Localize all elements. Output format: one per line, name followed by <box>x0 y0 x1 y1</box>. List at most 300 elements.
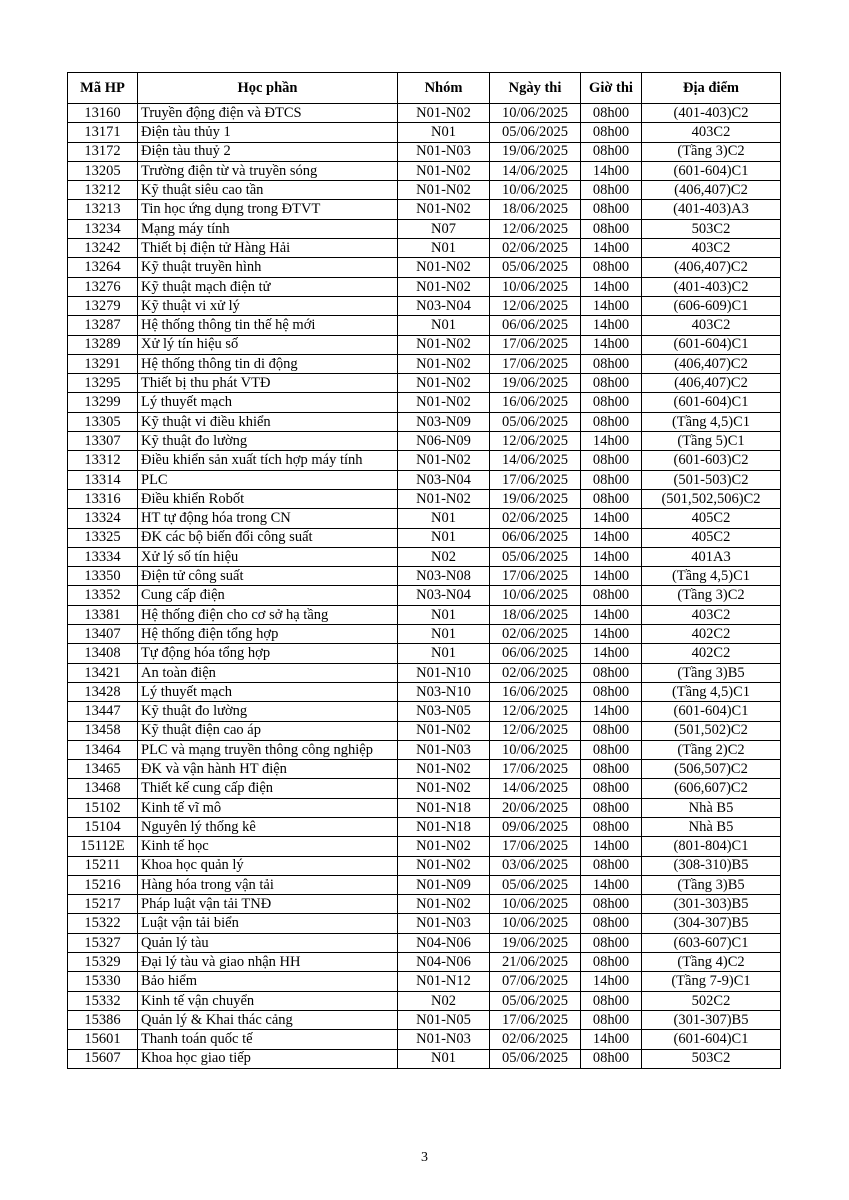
table-row <box>68 393 781 412</box>
cell-course-code: 15102 <box>68 798 138 817</box>
cell-course-code: 15386 <box>68 1010 138 1029</box>
table-row <box>68 779 781 798</box>
cell-group: N04-N06 <box>398 933 490 952</box>
cell-exam-date: 20/06/2025 <box>490 798 581 817</box>
cell-group: N01 <box>398 123 490 142</box>
cell-course-code: 13350 <box>68 567 138 586</box>
cell-group: N06-N09 <box>398 432 490 451</box>
table-row <box>68 567 781 586</box>
cell-course-name: Hệ thống điện tổng hợp <box>138 625 398 644</box>
cell-exam-date: 14/06/2025 <box>490 779 581 798</box>
cell-exam-time: 08h00 <box>581 933 642 952</box>
table-row <box>68 702 781 721</box>
cell-exam-time: 14h00 <box>581 432 642 451</box>
cell-exam-time: 14h00 <box>581 296 642 315</box>
header-course-code: Mã HP <box>68 73 138 104</box>
cell-exam-time: 14h00 <box>581 316 642 335</box>
cell-location: Nhà B5 <box>642 817 781 836</box>
cell-course-code: 13314 <box>68 470 138 489</box>
cell-course-name: Điện tử công suất <box>138 567 398 586</box>
cell-exam-time: 08h00 <box>581 489 642 508</box>
table-row <box>68 605 781 624</box>
cell-location: (501,502)C2 <box>642 721 781 740</box>
page-number: 3 <box>421 1150 428 1165</box>
cell-location: (606-609)C1 <box>642 296 781 315</box>
cell-exam-date: 17/06/2025 <box>490 335 581 354</box>
cell-location: (Tầng 4)C2 <box>642 953 781 972</box>
cell-exam-time: 14h00 <box>581 335 642 354</box>
cell-course-code: 13160 <box>68 104 138 123</box>
cell-exam-time: 08h00 <box>581 412 642 431</box>
cell-exam-time: 14h00 <box>581 875 642 894</box>
cell-course-code: 13242 <box>68 239 138 258</box>
cell-course-name: Xử lý số tín hiệu <box>138 547 398 566</box>
table-row <box>68 123 781 142</box>
cell-course-name: Thanh toán quốc tế <box>138 1030 398 1049</box>
cell-exam-time: 08h00 <box>581 374 642 393</box>
cell-exam-date: 05/06/2025 <box>490 547 581 566</box>
cell-exam-date: 17/06/2025 <box>490 567 581 586</box>
cell-location: (308-310)B5 <box>642 856 781 875</box>
cell-group: N01-N02 <box>398 104 490 123</box>
cell-location: (Tầng 3)B5 <box>642 663 781 682</box>
cell-course-code: 15217 <box>68 895 138 914</box>
cell-course-code: 15112E <box>68 837 138 856</box>
cell-course-code: 13307 <box>68 432 138 451</box>
cell-exam-date: 02/06/2025 <box>490 239 581 258</box>
table-row <box>68 470 781 489</box>
cell-exam-date: 02/06/2025 <box>490 625 581 644</box>
cell-course-code: 13299 <box>68 393 138 412</box>
table-row <box>68 625 781 644</box>
table-row <box>68 991 781 1010</box>
cell-exam-date: 10/06/2025 <box>490 895 581 914</box>
cell-group: N07 <box>398 219 490 238</box>
cell-group: N01-N02 <box>398 895 490 914</box>
cell-course-code: 13465 <box>68 760 138 779</box>
cell-course-name: Kỹ thuật vi xử lý <box>138 296 398 315</box>
cell-exam-time: 08h00 <box>581 470 642 489</box>
table-row <box>68 933 781 952</box>
cell-group: N03-N04 <box>398 296 490 315</box>
cell-course-code: 13464 <box>68 740 138 759</box>
cell-exam-date: 06/06/2025 <box>490 644 581 663</box>
cell-course-name: Khoa học quản lý <box>138 856 398 875</box>
cell-group: N01 <box>398 528 490 547</box>
cell-group: N01-N03 <box>398 740 490 759</box>
table-row <box>68 142 781 161</box>
cell-course-name: Đại lý tàu và giao nhận HH <box>138 953 398 972</box>
table-row <box>68 181 781 200</box>
table-row <box>68 316 781 335</box>
cell-exam-time: 08h00 <box>581 856 642 875</box>
cell-group: N01-N10 <box>398 663 490 682</box>
cell-location: 503C2 <box>642 1049 781 1068</box>
table-row <box>68 161 781 180</box>
cell-group: N03-N04 <box>398 586 490 605</box>
cell-location: (Tầng 3)C2 <box>642 142 781 161</box>
cell-course-code: 13324 <box>68 509 138 528</box>
cell-course-code: 13421 <box>68 663 138 682</box>
table-row <box>68 663 781 682</box>
cell-group: N02 <box>398 547 490 566</box>
cell-location: 405C2 <box>642 528 781 547</box>
cell-location: 403C2 <box>642 316 781 335</box>
cell-course-name: Trường điện từ và truyền sóng <box>138 161 398 180</box>
cell-group: N01-N03 <box>398 142 490 161</box>
cell-course-name: Bảo hiểm <box>138 972 398 991</box>
cell-exam-time: 14h00 <box>581 528 642 547</box>
cell-exam-date: 10/06/2025 <box>490 586 581 605</box>
cell-group: N01 <box>398 605 490 624</box>
cell-exam-date: 19/06/2025 <box>490 142 581 161</box>
cell-exam-date: 19/06/2025 <box>490 489 581 508</box>
cell-location: (Tầng 5)C1 <box>642 432 781 451</box>
cell-exam-date: 16/06/2025 <box>490 682 581 701</box>
cell-course-name: Lý thuyết mạch <box>138 682 398 701</box>
cell-course-code: 13305 <box>68 412 138 431</box>
cell-location: 403C2 <box>642 239 781 258</box>
cell-exam-date: 10/06/2025 <box>490 104 581 123</box>
cell-exam-date: 05/06/2025 <box>490 412 581 431</box>
cell-location: (501-503)C2 <box>642 470 781 489</box>
cell-exam-time: 14h00 <box>581 1030 642 1049</box>
cell-course-code: 13352 <box>68 586 138 605</box>
cell-exam-time: 08h00 <box>581 1010 642 1029</box>
cell-exam-time: 08h00 <box>581 663 642 682</box>
cell-location: 403C2 <box>642 605 781 624</box>
cell-exam-time: 08h00 <box>581 798 642 817</box>
cell-exam-time: 14h00 <box>581 547 642 566</box>
cell-exam-date: 14/06/2025 <box>490 451 581 470</box>
cell-course-code: 13381 <box>68 605 138 624</box>
cell-exam-time: 08h00 <box>581 991 642 1010</box>
table-row <box>68 798 781 817</box>
cell-exam-date: 17/06/2025 <box>490 837 581 856</box>
cell-group: N01-N02 <box>398 721 490 740</box>
cell-exam-time: 08h00 <box>581 682 642 701</box>
cell-course-name: An toàn điện <box>138 663 398 682</box>
table-row <box>68 219 781 238</box>
cell-location: (301-307)B5 <box>642 1010 781 1029</box>
cell-location: 402C2 <box>642 644 781 663</box>
cell-course-name: PLC và mạng truyền thông công nghiệp <box>138 740 398 759</box>
table-row <box>68 374 781 393</box>
cell-course-code: 13325 <box>68 528 138 547</box>
table-row <box>68 644 781 663</box>
cell-exam-time: 14h00 <box>581 161 642 180</box>
cell-exam-date: 10/06/2025 <box>490 181 581 200</box>
cell-course-code: 15211 <box>68 856 138 875</box>
table-row <box>68 1030 781 1049</box>
table-row <box>68 104 781 123</box>
cell-location: (601-604)C1 <box>642 335 781 354</box>
cell-exam-date: 14/06/2025 <box>490 161 581 180</box>
cell-course-code: 15322 <box>68 914 138 933</box>
cell-course-name: Tự động hóa tổng hợp <box>138 644 398 663</box>
table-row <box>68 412 781 431</box>
cell-group: N03-N10 <box>398 682 490 701</box>
cell-location: (406,407)C2 <box>642 374 781 393</box>
cell-course-name: Mạng máy tính <box>138 219 398 238</box>
cell-exam-date: 06/06/2025 <box>490 528 581 547</box>
cell-course-name: Điều khiển Robốt <box>138 489 398 508</box>
cell-course-name: Hệ thống điện cho cơ sở hạ tầng <box>138 605 398 624</box>
cell-course-code: 13171 <box>68 123 138 142</box>
cell-exam-date: 17/06/2025 <box>490 354 581 373</box>
header-course-name: Học phần <box>138 73 398 104</box>
cell-course-code: 13205 <box>68 161 138 180</box>
cell-course-name: Quản lý & Khai thác cảng <box>138 1010 398 1029</box>
cell-exam-time: 08h00 <box>581 258 642 277</box>
cell-group: N01-N02 <box>398 856 490 875</box>
cell-exam-time: 08h00 <box>581 953 642 972</box>
cell-exam-time: 14h00 <box>581 239 642 258</box>
cell-exam-date: 19/06/2025 <box>490 374 581 393</box>
cell-course-code: 13295 <box>68 374 138 393</box>
cell-location: (406,407)C2 <box>642 181 781 200</box>
cell-exam-date: 05/06/2025 <box>490 258 581 277</box>
cell-exam-time: 14h00 <box>581 509 642 528</box>
cell-group: N01 <box>398 644 490 663</box>
cell-exam-time: 08h00 <box>581 200 642 219</box>
cell-group: N01-N02 <box>398 200 490 219</box>
cell-course-code: 13468 <box>68 779 138 798</box>
cell-exam-date: 12/06/2025 <box>490 219 581 238</box>
cell-exam-time: 08h00 <box>581 817 642 836</box>
table-row <box>68 895 781 914</box>
table-row <box>68 451 781 470</box>
cell-exam-date: 12/06/2025 <box>490 296 581 315</box>
cell-group: N01-N03 <box>398 914 490 933</box>
cell-course-name: Kỹ thuật vi điều khiển <box>138 412 398 431</box>
cell-course-name: Nguyên lý thống kê <box>138 817 398 836</box>
cell-exam-time: 14h00 <box>581 972 642 991</box>
cell-group: N01-N02 <box>398 181 490 200</box>
table-row <box>68 682 781 701</box>
cell-exam-time: 08h00 <box>581 181 642 200</box>
cell-course-code: 13407 <box>68 625 138 644</box>
cell-exam-date: 19/06/2025 <box>490 933 581 952</box>
cell-exam-date: 16/06/2025 <box>490 393 581 412</box>
cell-exam-time: 08h00 <box>581 219 642 238</box>
cell-course-name: Kỹ thuật siêu cao tần <box>138 181 398 200</box>
cell-exam-time: 08h00 <box>581 721 642 740</box>
cell-exam-time: 14h00 <box>581 625 642 644</box>
cell-exam-date: 05/06/2025 <box>490 875 581 894</box>
table-row <box>68 239 781 258</box>
cell-course-code: 13458 <box>68 721 138 740</box>
table-row <box>68 354 781 373</box>
cell-course-name: Kinh tế vận chuyển <box>138 991 398 1010</box>
cell-course-code: 13264 <box>68 258 138 277</box>
cell-location: (601-604)C1 <box>642 702 781 721</box>
cell-exam-time: 08h00 <box>581 123 642 142</box>
cell-location: (Tầng 4,5)C1 <box>642 682 781 701</box>
cell-location: (601-604)C1 <box>642 393 781 412</box>
cell-exam-date: 09/06/2025 <box>490 817 581 836</box>
cell-exam-time: 08h00 <box>581 740 642 759</box>
cell-course-code: 13316 <box>68 489 138 508</box>
table-row <box>68 547 781 566</box>
cell-exam-date: 10/06/2025 <box>490 914 581 933</box>
cell-course-name: Kỹ thuật đo lường <box>138 702 398 721</box>
cell-group: N01 <box>398 625 490 644</box>
cell-exam-time: 08h00 <box>581 104 642 123</box>
cell-location: (Tầng 3)B5 <box>642 875 781 894</box>
table-row <box>68 586 781 605</box>
cell-location: (506,507)C2 <box>642 760 781 779</box>
cell-group: N01 <box>398 1049 490 1068</box>
cell-course-name: Kỹ thuật đo lường <box>138 432 398 451</box>
cell-course-name: HT tự động hóa trong CN <box>138 509 398 528</box>
table-header-row <box>68 73 781 104</box>
cell-exam-time: 08h00 <box>581 586 642 605</box>
cell-exam-date: 18/06/2025 <box>490 200 581 219</box>
cell-group: N02 <box>398 991 490 1010</box>
cell-location: 503C2 <box>642 219 781 238</box>
cell-course-code: 15607 <box>68 1049 138 1068</box>
cell-group: N01-N02 <box>398 161 490 180</box>
table-row <box>68 817 781 836</box>
cell-group: N01-N02 <box>398 258 490 277</box>
cell-course-name: Hệ thống thông tin di động <box>138 354 398 373</box>
cell-exam-time: 08h00 <box>581 914 642 933</box>
cell-course-code: 13213 <box>68 200 138 219</box>
cell-exam-date: 21/06/2025 <box>490 953 581 972</box>
cell-group: N01-N02 <box>398 374 490 393</box>
cell-exam-time: 14h00 <box>581 837 642 856</box>
cell-exam-date: 18/06/2025 <box>490 605 581 624</box>
cell-location: 403C2 <box>642 123 781 142</box>
cell-exam-time: 08h00 <box>581 451 642 470</box>
cell-group: N01-N18 <box>398 798 490 817</box>
cell-course-name: Lý thuyết mạch <box>138 393 398 412</box>
cell-group: N04-N06 <box>398 953 490 972</box>
cell-exam-date: 02/06/2025 <box>490 663 581 682</box>
cell-group: N01-N02 <box>398 760 490 779</box>
cell-location: (401-403)C2 <box>642 277 781 296</box>
cell-exam-date: 10/06/2025 <box>490 277 581 296</box>
cell-group: N01-N02 <box>398 779 490 798</box>
cell-location: 401A3 <box>642 547 781 566</box>
table-row <box>68 258 781 277</box>
cell-group: N01-N05 <box>398 1010 490 1029</box>
table-row <box>68 1049 781 1068</box>
cell-course-name: Kinh tế vĩ mô <box>138 798 398 817</box>
cell-course-code: 13447 <box>68 702 138 721</box>
cell-course-code: 13312 <box>68 451 138 470</box>
cell-course-name: Kỹ thuật mạch điện tử <box>138 277 398 296</box>
cell-exam-date: 02/06/2025 <box>490 1030 581 1049</box>
cell-course-code: 13172 <box>68 142 138 161</box>
cell-location: (603-607)C1 <box>642 933 781 952</box>
cell-exam-time: 14h00 <box>581 277 642 296</box>
table-row <box>68 489 781 508</box>
table-row <box>68 432 781 451</box>
cell-course-name: Thiết bị thu phát VTĐ <box>138 374 398 393</box>
cell-exam-date: 06/06/2025 <box>490 316 581 335</box>
cell-course-name: Truyền động điện và ĐTCS <box>138 104 398 123</box>
cell-exam-time: 14h00 <box>581 644 642 663</box>
table-row <box>68 837 781 856</box>
cell-group: N01-N03 <box>398 1030 490 1049</box>
cell-exam-time: 08h00 <box>581 142 642 161</box>
cell-location: (406,407)C2 <box>642 258 781 277</box>
cell-exam-time: 08h00 <box>581 779 642 798</box>
table-row <box>68 509 781 528</box>
cell-course-code: 13334 <box>68 547 138 566</box>
table-row <box>68 914 781 933</box>
table-row <box>68 760 781 779</box>
cell-location: (Tầng 2)C2 <box>642 740 781 759</box>
cell-location: (801-804)C1 <box>642 837 781 856</box>
header-exam-date: Ngày thi <box>490 73 581 104</box>
cell-group: N01 <box>398 239 490 258</box>
cell-course-name: Kỹ thuật truyền hình <box>138 258 398 277</box>
table-row <box>68 335 781 354</box>
cell-group: N01-N02 <box>398 489 490 508</box>
cell-exam-time: 14h00 <box>581 567 642 586</box>
cell-location: 502C2 <box>642 991 781 1010</box>
table-row <box>68 721 781 740</box>
cell-exam-date: 03/06/2025 <box>490 856 581 875</box>
cell-exam-time: 08h00 <box>581 895 642 914</box>
cell-course-name: Điện tàu thủy 1 <box>138 123 398 142</box>
cell-course-name: PLC <box>138 470 398 489</box>
header-group: Nhóm <box>398 73 490 104</box>
cell-group: N01-N02 <box>398 277 490 296</box>
header-exam-time: Giờ thi <box>581 73 642 104</box>
cell-group: N03-N04 <box>398 470 490 489</box>
cell-location: (Tầng 7-9)C1 <box>642 972 781 991</box>
cell-exam-date: 17/06/2025 <box>490 760 581 779</box>
cell-location: (601-604)C1 <box>642 1030 781 1049</box>
cell-course-name: ĐK các bộ biến đổi công suất <box>138 528 398 547</box>
cell-course-code: 13428 <box>68 682 138 701</box>
cell-exam-date: 05/06/2025 <box>490 123 581 142</box>
cell-exam-date: 05/06/2025 <box>490 1049 581 1068</box>
cell-course-code: 13408 <box>68 644 138 663</box>
cell-course-name: Hàng hóa trong vận tải <box>138 875 398 894</box>
cell-course-code: 13212 <box>68 181 138 200</box>
table-row <box>68 972 781 991</box>
cell-course-code: 15329 <box>68 953 138 972</box>
cell-course-name: Khoa học giao tiếp <box>138 1049 398 1068</box>
cell-group: N01-N02 <box>398 354 490 373</box>
cell-location: (406,407)C2 <box>642 354 781 373</box>
cell-group: N01-N02 <box>398 393 490 412</box>
cell-exam-time: 08h00 <box>581 1049 642 1068</box>
cell-course-name: Thiết bị điện tử Hàng Hải <box>138 239 398 258</box>
cell-course-code: 15327 <box>68 933 138 952</box>
cell-course-code: 15601 <box>68 1030 138 1049</box>
cell-location: (304-307)B5 <box>642 914 781 933</box>
table-row <box>68 856 781 875</box>
table-row <box>68 528 781 547</box>
cell-exam-date: 07/06/2025 <box>490 972 581 991</box>
table-row <box>68 740 781 759</box>
cell-exam-time: 14h00 <box>581 605 642 624</box>
cell-course-code: 13291 <box>68 354 138 373</box>
cell-exam-time: 08h00 <box>581 393 642 412</box>
cell-group: N01 <box>398 509 490 528</box>
cell-course-code: 13289 <box>68 335 138 354</box>
table-row <box>68 296 781 315</box>
cell-course-code: 13276 <box>68 277 138 296</box>
cell-exam-date: 02/06/2025 <box>490 509 581 528</box>
cell-group: N01-N18 <box>398 817 490 836</box>
